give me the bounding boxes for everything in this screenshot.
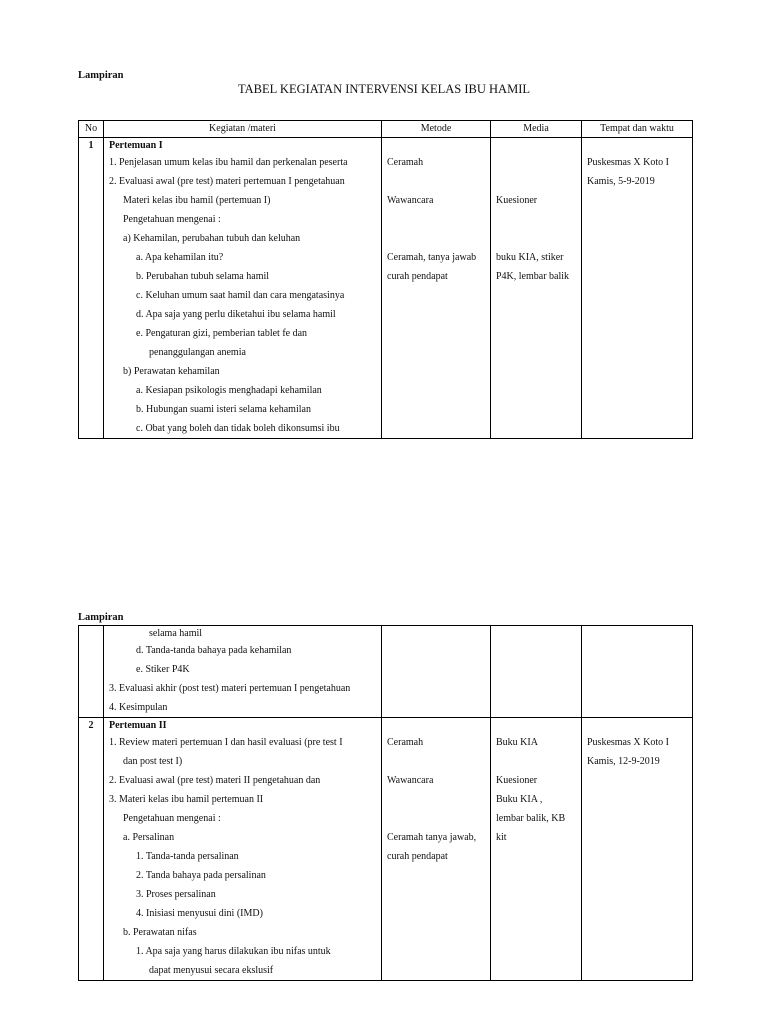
table-header-row bbox=[79, 121, 693, 138]
media-line bbox=[496, 305, 581, 324]
kegiatan-cell bbox=[104, 138, 382, 439]
tempat-line bbox=[587, 381, 692, 400]
media-line bbox=[496, 866, 581, 885]
metode-line: Ceramah tanya jawab, bbox=[387, 832, 477, 843]
media-line bbox=[496, 718, 581, 733]
tempat-line: Kamis, 5-9-2019 bbox=[587, 176, 655, 187]
media-line: buku KIA, stiker bbox=[496, 252, 564, 263]
list-item: d. Tanda-tanda bahaya pada kehamilan bbox=[136, 645, 292, 656]
metode-line bbox=[387, 752, 490, 771]
media-line bbox=[496, 942, 581, 961]
row-number: 1 bbox=[79, 138, 104, 439]
tempat-line bbox=[587, 961, 692, 980]
media-line bbox=[496, 904, 581, 923]
metode-line: Ceramah bbox=[387, 737, 424, 748]
metode-line bbox=[387, 961, 490, 980]
list-item: Pertemuan II bbox=[109, 720, 167, 731]
list-item: selama hamil bbox=[149, 628, 203, 639]
list-item: e. Pengaturan gizi, pemberian tablet fe dan bbox=[136, 328, 308, 339]
metode-line: Ceramah bbox=[387, 157, 424, 168]
tempat-line: Kamis, 12-9-2019 bbox=[587, 756, 660, 767]
metode-line: curah pendapat bbox=[387, 851, 448, 862]
metode-line bbox=[387, 172, 490, 191]
header-media: Media bbox=[491, 121, 582, 138]
list-item: d. Apa saja yang perlu diketahui ibu selama hamil bbox=[136, 309, 336, 320]
table-row bbox=[79, 138, 693, 439]
metode-line bbox=[387, 885, 490, 904]
media-line bbox=[496, 381, 581, 400]
kegiatan-cell bbox=[104, 626, 382, 718]
metode-cell bbox=[382, 626, 491, 718]
list-item: a. Persalinan bbox=[123, 832, 175, 843]
metode-line: curah pendapat bbox=[387, 271, 448, 282]
activity-table-page1 bbox=[78, 120, 693, 439]
tempat-line bbox=[587, 809, 692, 828]
tempat-line bbox=[587, 790, 692, 809]
media-line bbox=[496, 153, 581, 172]
metode-cell bbox=[382, 718, 491, 981]
metode-line bbox=[387, 210, 490, 229]
metode-line bbox=[387, 305, 490, 324]
list-item: 1. Penjelasan umum kelas ibu hamil dan perkenalan peserta bbox=[109, 157, 348, 168]
list-item: 1. Apa saja yang harus dilakukan ibu nifas untuk bbox=[136, 946, 331, 957]
tempat-line bbox=[587, 847, 692, 866]
tempat-line bbox=[587, 400, 692, 419]
media-line bbox=[496, 362, 581, 381]
metode-line bbox=[387, 419, 490, 438]
list-item: b) Perawatan kehamilan bbox=[123, 366, 220, 377]
metode-line bbox=[387, 790, 490, 809]
media-line bbox=[496, 752, 581, 771]
media-line bbox=[496, 324, 581, 343]
tempat-cell bbox=[582, 718, 693, 981]
lampiran-label-page2: Lampiran bbox=[78, 612, 124, 623]
tempat-line bbox=[587, 305, 692, 324]
tempat-line bbox=[587, 324, 692, 343]
metode-line bbox=[387, 866, 490, 885]
media-line bbox=[496, 847, 581, 866]
metode-line: Wawancara bbox=[387, 775, 434, 786]
list-item: c. Keluhan umum saat hamil dan cara mengatasinya bbox=[136, 290, 345, 301]
media-line: Kuesioner bbox=[496, 775, 538, 786]
table-row-continued bbox=[79, 626, 693, 718]
header-metode: Metode bbox=[382, 121, 491, 138]
list-item: c. Obat yang boleh dan tidak boleh dikonsumsi ibu bbox=[136, 423, 340, 434]
list-item: Materi kelas ibu hamil (pertemuan I) bbox=[123, 195, 271, 206]
tempat-line bbox=[587, 191, 692, 210]
list-item: 2. Evaluasi awal (pre test) materi pertemuan I pengetahuan bbox=[109, 176, 345, 187]
metode-line: Ceramah, tanya jawab bbox=[387, 252, 477, 263]
metode-line bbox=[387, 229, 490, 248]
tempat-cell bbox=[582, 138, 693, 439]
media-line bbox=[496, 286, 581, 305]
list-item: b. Perubahan tubuh selama hamil bbox=[136, 271, 270, 282]
tempat-line bbox=[587, 923, 692, 942]
tempat-line bbox=[587, 210, 692, 229]
media-line bbox=[496, 923, 581, 942]
lampiran-label: Lampiran bbox=[78, 70, 124, 81]
media-line bbox=[496, 400, 581, 419]
tempat-cell bbox=[582, 626, 693, 718]
metode-line bbox=[387, 343, 490, 362]
media-line bbox=[496, 172, 581, 191]
kegiatan-cell bbox=[104, 718, 382, 981]
list-item: a) Kehamilan, perubahan tubuh dan keluhan bbox=[123, 233, 301, 244]
metode-line bbox=[387, 942, 490, 961]
list-item: dan post test I) bbox=[123, 756, 183, 767]
tempat-line bbox=[587, 885, 692, 904]
row-number bbox=[79, 626, 104, 718]
tempat-line bbox=[587, 419, 692, 438]
tempat-line bbox=[587, 229, 692, 248]
list-item: e. Stiker P4K bbox=[136, 664, 190, 675]
media-cell bbox=[491, 138, 582, 439]
tempat-line bbox=[587, 718, 692, 733]
media-line bbox=[496, 419, 581, 438]
list-item: 3. Proses persalinan bbox=[136, 889, 216, 900]
tempat-line bbox=[587, 904, 692, 923]
list-item: b. Perawatan nifas bbox=[123, 927, 197, 938]
media-line: kit bbox=[496, 832, 507, 843]
table-title: TABEL KEGIATAN INTERVENSI KELAS IBU HAMIL bbox=[238, 82, 530, 96]
list-item: 3. Materi kelas ibu hamil pertemuan II bbox=[109, 794, 264, 805]
list-item: dapat menyusui secara ekslusif bbox=[149, 965, 274, 976]
media-line bbox=[496, 343, 581, 362]
metode-line bbox=[387, 923, 490, 942]
list-item: 4. Inisiasi menyusui dini (IMD) bbox=[136, 908, 263, 919]
tempat-line bbox=[587, 248, 692, 267]
metode-line bbox=[387, 381, 490, 400]
tempat-line bbox=[587, 267, 692, 286]
metode-line bbox=[387, 809, 490, 828]
media-line bbox=[496, 885, 581, 904]
list-item: a. Kesiapan psikologis menghadapi kehamilan bbox=[136, 385, 322, 396]
list-item: Pengetahuan mengenai : bbox=[123, 813, 221, 824]
list-item: 1. Tanda-tanda persalinan bbox=[136, 851, 239, 862]
metode-line bbox=[387, 324, 490, 343]
list-item: Pertemuan I bbox=[109, 140, 163, 151]
media-line bbox=[496, 210, 581, 229]
list-item: a. Apa kehamilan itu? bbox=[136, 252, 224, 263]
metode-line bbox=[387, 904, 490, 923]
media-cell bbox=[491, 718, 582, 981]
media-line bbox=[496, 961, 581, 980]
header-kegiatan: Kegiatan /materi bbox=[104, 121, 382, 138]
list-item: Pengetahuan mengenai : bbox=[123, 214, 221, 225]
tempat-line bbox=[587, 942, 692, 961]
list-item: 2. Evaluasi awal (pre test) materi II pengetahuan dan bbox=[109, 775, 321, 786]
media-line: Buku KIA , bbox=[496, 794, 543, 805]
tempat-line bbox=[587, 866, 692, 885]
list-item: 3. Evaluasi akhir (post test) materi pertemuan I pengetahuan bbox=[109, 683, 351, 694]
media-line: Kuesioner bbox=[496, 195, 538, 206]
metode-cell bbox=[382, 138, 491, 439]
media-line: P4K, lembar balik bbox=[496, 271, 570, 282]
metode-line bbox=[387, 362, 490, 381]
metode-line bbox=[387, 138, 490, 153]
row-number: 2 bbox=[79, 718, 104, 981]
media-line bbox=[496, 229, 581, 248]
metode-line: Wawancara bbox=[387, 195, 434, 206]
tempat-line: Puskesmas X Koto I bbox=[587, 157, 669, 168]
table-row bbox=[79, 718, 693, 981]
tempat-line bbox=[587, 138, 692, 153]
tempat-line bbox=[587, 362, 692, 381]
list-item: b. Hubungan suami isteri selama kehamilan bbox=[136, 404, 311, 415]
media-cell bbox=[491, 626, 582, 718]
tempat-line bbox=[587, 343, 692, 362]
tempat-line bbox=[587, 771, 692, 790]
tempat-line bbox=[587, 286, 692, 305]
tempat-line: Puskesmas X Koto I bbox=[587, 737, 669, 748]
list-item: 2. Tanda bahaya pada persalinan bbox=[136, 870, 266, 881]
activity-table-page2 bbox=[78, 625, 693, 981]
metode-line bbox=[387, 718, 490, 733]
list-item: 1. Review materi pertemuan I dan hasil evaluasi (pre test I bbox=[109, 737, 343, 748]
metode-line bbox=[387, 400, 490, 419]
list-item: 4. Kesimpulan bbox=[109, 702, 168, 713]
header-no: No bbox=[79, 121, 104, 138]
list-item: penanggulangan anemia bbox=[149, 347, 246, 358]
media-line: lembar balik, KB bbox=[496, 813, 566, 824]
metode-line bbox=[387, 286, 490, 305]
tempat-line bbox=[587, 828, 692, 847]
media-line: Buku KIA bbox=[496, 737, 538, 748]
media-line bbox=[496, 138, 581, 153]
header-tempat: Tempat dan waktu bbox=[582, 121, 693, 138]
